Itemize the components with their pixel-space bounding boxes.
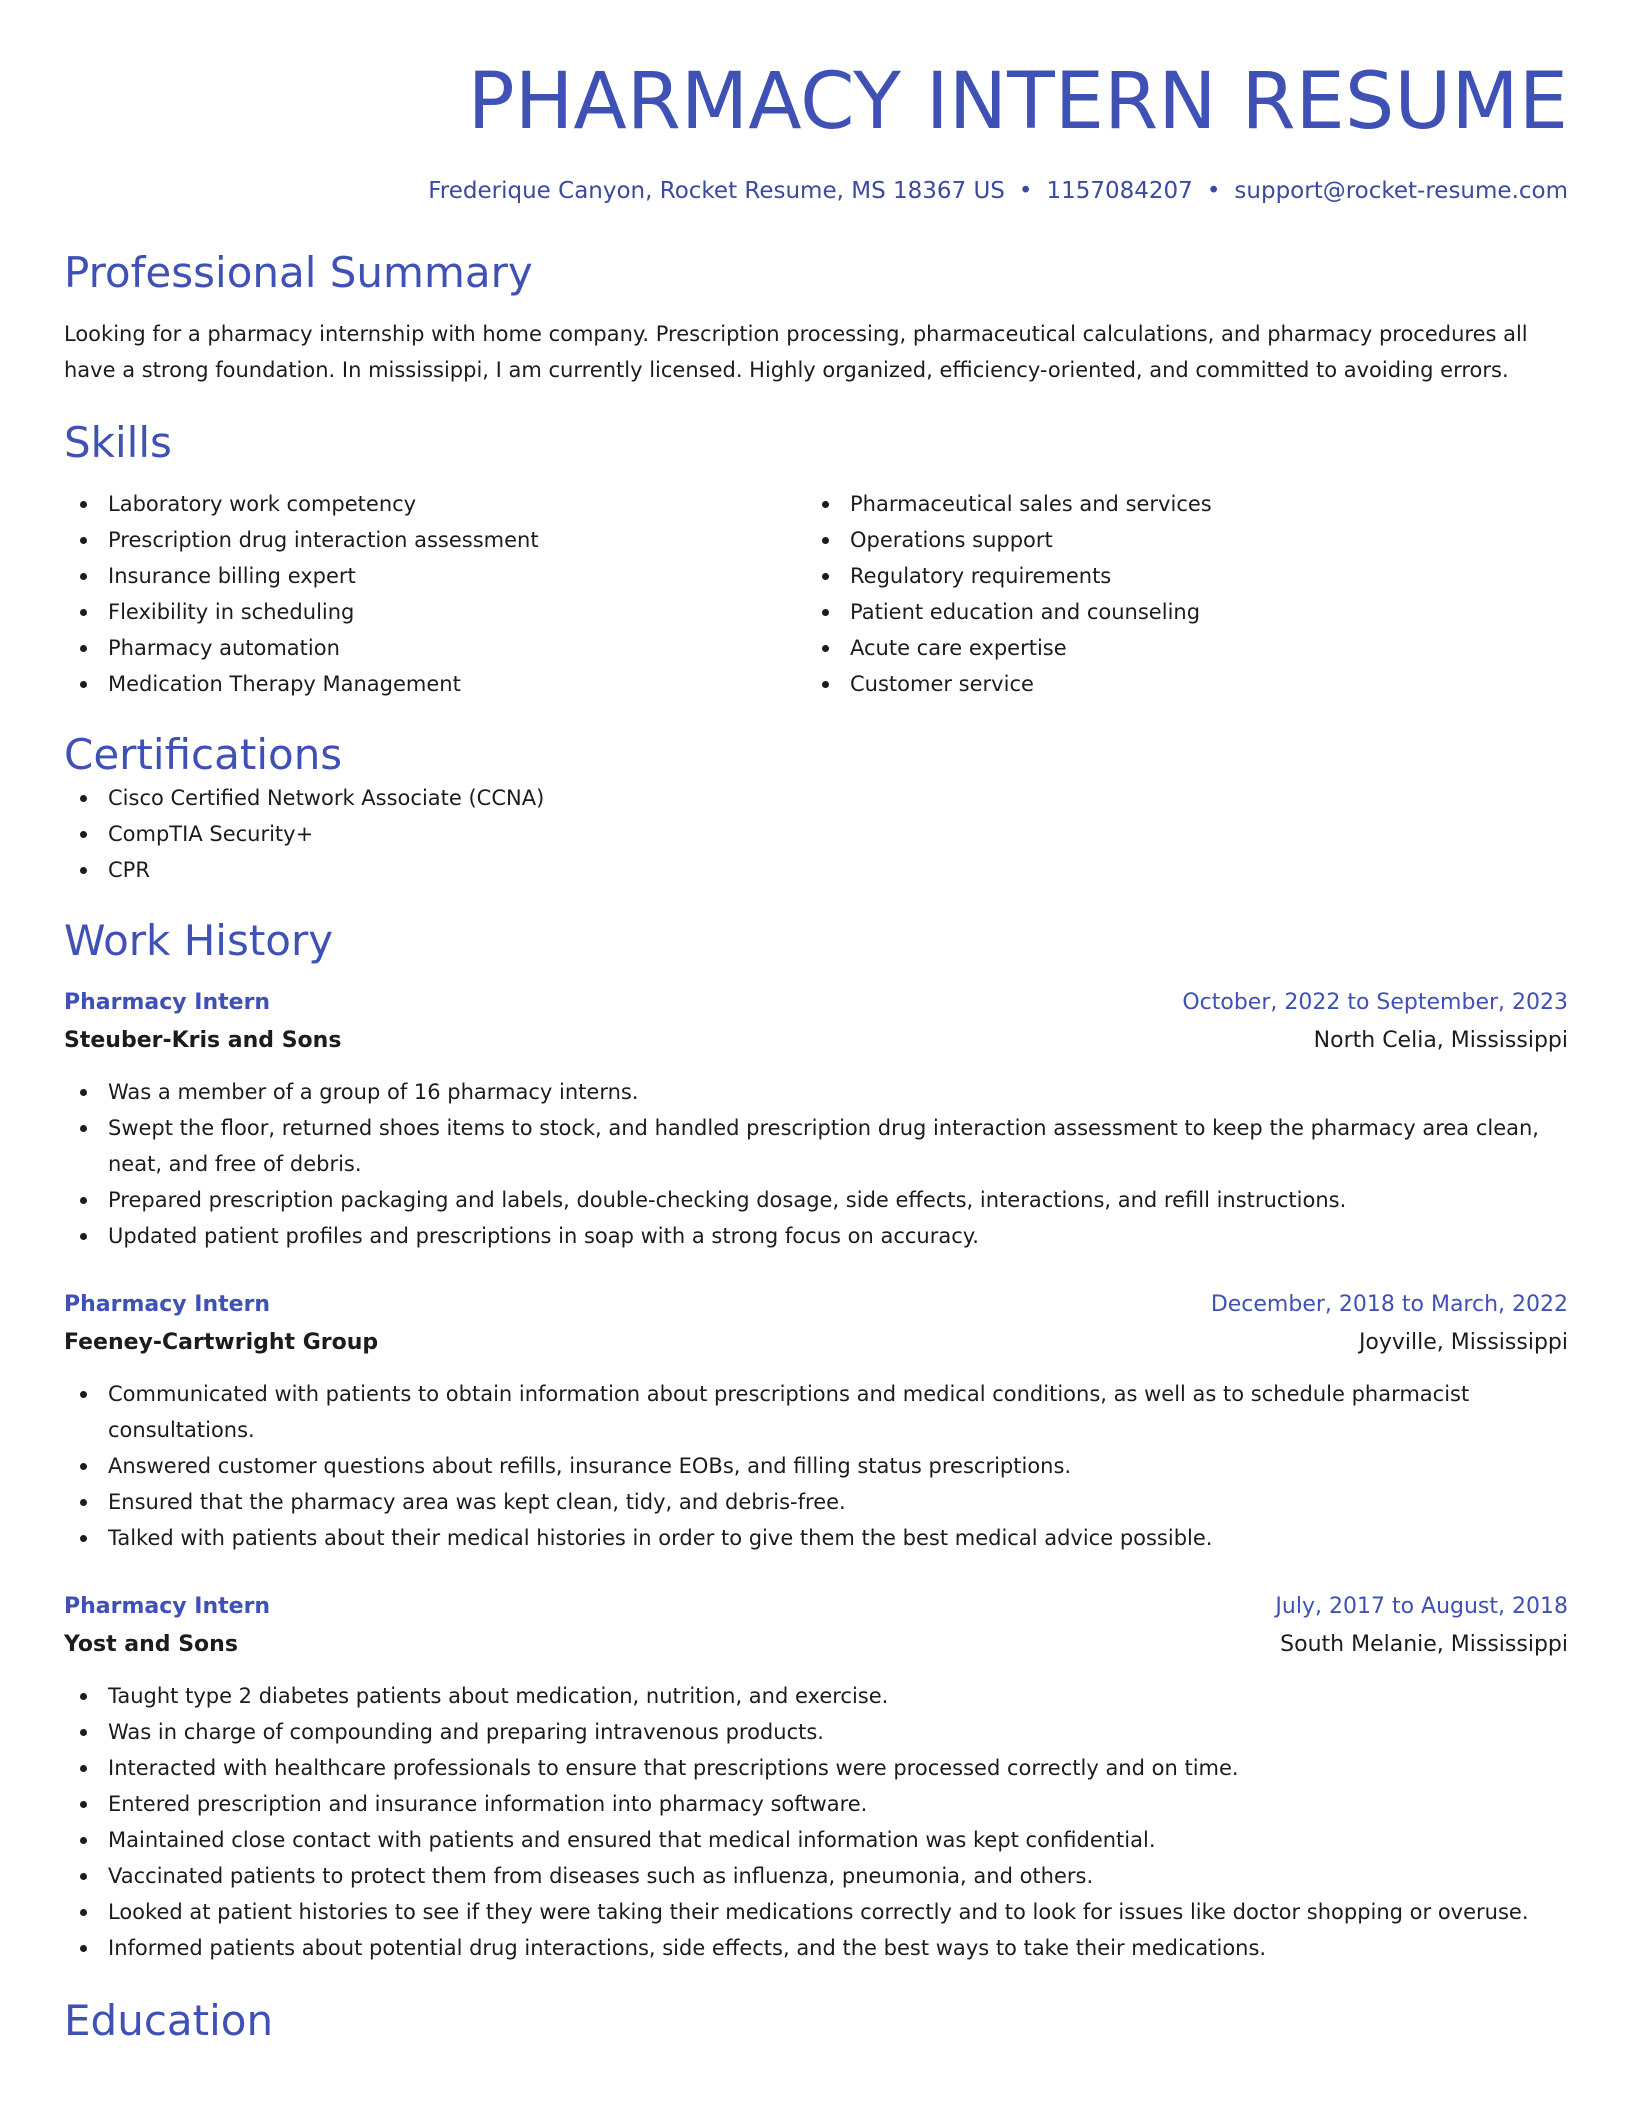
job-bullet: Vaccinated patients to protect them from diseases such as influenza, pneumonia, and others. bbox=[64, 1858, 1568, 1894]
skill-item: Patient education and counseling bbox=[806, 594, 1548, 630]
job-header-row bbox=[64, 984, 1568, 1022]
certifications-list bbox=[64, 780, 1568, 888]
job-bullets bbox=[64, 1074, 1568, 1254]
job-location: South Melanie, Mississippi bbox=[1280, 1632, 1568, 1657]
skills-heading: Skills bbox=[64, 418, 172, 467]
skill-item: Pharmacy automation bbox=[64, 630, 806, 666]
contact-separator: • bbox=[1018, 178, 1033, 204]
job-company-row bbox=[64, 1324, 1568, 1362]
certification-item: CompTIA Security+ bbox=[64, 816, 1568, 852]
job-company: Yost and Sons bbox=[64, 1632, 238, 1657]
job-entry bbox=[64, 984, 1568, 1254]
job-company: Steuber-Kris and Sons bbox=[64, 1028, 342, 1053]
contact-phone: 1157084207 bbox=[1046, 178, 1193, 204]
job-bullet: Entered prescription and insurance information into pharmacy software. bbox=[64, 1786, 1568, 1822]
skill-item: Medication Therapy Management bbox=[64, 666, 806, 702]
job-bullet: Swept the floor, returned shoes items to stock, and handled prescription drug interaction assessment to keep the pharmacy area clean, neat, and free of debris. bbox=[64, 1110, 1568, 1182]
job-bullet: Updated patient profiles and prescriptions in soap with a strong focus on accuracy. bbox=[64, 1218, 1568, 1254]
job-company-row bbox=[64, 1626, 1568, 1664]
skill-item: Flexibility in scheduling bbox=[64, 594, 806, 630]
summary-text: Looking for a pharmacy internship with home company. Prescription processing, pharmaceutical calculations, and pharmacy procedures all have a strong foundation. In mississippi, I am currently licensed. Highly organized, efficiency-oriented, and committed to avoiding errors. bbox=[64, 322, 1528, 382]
job-company-row bbox=[64, 1022, 1568, 1060]
education-heading: Education bbox=[64, 1996, 274, 2045]
skill-item: Regulatory requirements bbox=[806, 558, 1548, 594]
job-bullet: Was a member of a group of 16 pharmacy interns. bbox=[64, 1074, 1568, 1110]
job-dates: October, 2022 to September, 2023 bbox=[1182, 990, 1568, 1015]
job-header-row bbox=[64, 1286, 1568, 1324]
job-header-row bbox=[64, 1588, 1568, 1626]
skill-item: Customer service bbox=[806, 666, 1548, 702]
summary-heading: Professional Summary bbox=[64, 248, 533, 297]
certification-item: Cisco Certified Network Associate (CCNA) bbox=[64, 780, 1568, 816]
job-bullet: Answered customer questions about refills, insurance EOBs, and filling status prescriptions. bbox=[64, 1448, 1568, 1484]
job-location: North Celia, Mississippi bbox=[1313, 1028, 1568, 1053]
job-bullet: Informed patients about potential drug interactions, side effects, and the best ways to take their medications. bbox=[64, 1930, 1568, 1966]
skills-grid bbox=[64, 486, 1568, 702]
work-history-heading: Work History bbox=[64, 916, 334, 965]
skill-item: Operations support bbox=[806, 522, 1548, 558]
skills-list-right bbox=[806, 486, 1548, 702]
job-title: Pharmacy Intern bbox=[64, 1292, 271, 1317]
job-entry bbox=[64, 1588, 1568, 1966]
skill-item: Acute care expertise bbox=[806, 630, 1548, 666]
skill-item: Pharmaceutical sales and services bbox=[806, 486, 1548, 522]
job-bullet: Communicated with patients to obtain information about prescriptions and medical conditions, as well as to schedule pharmacist consultations. bbox=[64, 1376, 1568, 1448]
resume-page bbox=[64, 0, 1568, 2046]
job-company: Feeney-Cartwright Group bbox=[64, 1330, 379, 1355]
job-bullet: Prepared prescription packaging and labels, double-checking dosage, side effects, interactions, and refill instructions. bbox=[64, 1182, 1568, 1218]
contact-email[interactable]: support@rocket-resume.com bbox=[1234, 178, 1568, 204]
resume-header bbox=[64, 57, 1568, 206]
job-title: Pharmacy Intern bbox=[64, 990, 271, 1015]
contact-separator: • bbox=[1206, 178, 1221, 204]
certification-item: CPR bbox=[64, 852, 1568, 888]
job-bullet: Taught type 2 diabetes patients about medication, nutrition, and exercise. bbox=[64, 1678, 1568, 1714]
contact-address: Frederique Canyon, Rocket Resume, MS 18367 US bbox=[428, 178, 1005, 204]
resume-title: PHARMACY INTERN RESUME bbox=[467, 57, 1568, 147]
job-location: Joyville, Mississippi bbox=[1358, 1330, 1568, 1355]
job-bullet: Was in charge of compounding and preparing intravenous products. bbox=[64, 1714, 1568, 1750]
job-entry bbox=[64, 1286, 1568, 1556]
job-dates: December, 2018 to March, 2022 bbox=[1210, 1292, 1568, 1317]
job-bullets bbox=[64, 1678, 1568, 1966]
job-bullet: Ensured that the pharmacy area was kept clean, tidy, and debris-free. bbox=[64, 1484, 1568, 1520]
skills-list-left bbox=[64, 486, 806, 702]
skill-item: Laboratory work competency bbox=[64, 486, 806, 522]
job-bullet: Maintained close contact with patients and ensured that medical information was kept confidential. bbox=[64, 1822, 1568, 1858]
skill-item: Insurance billing expert bbox=[64, 558, 806, 594]
certifications-heading: Certifications bbox=[64, 730, 343, 779]
job-bullet: Interacted with healthcare professionals to ensure that prescriptions were processed correctly and on time. bbox=[64, 1750, 1568, 1786]
job-dates: July, 2017 to August, 2018 bbox=[1275, 1594, 1568, 1619]
job-bullet: Talked with patients about their medical histories in order to give them the best medical advice possible. bbox=[64, 1520, 1568, 1556]
job-bullet: Looked at patient histories to see if they were taking their medications correctly and to look for issues like doctor shopping or overuse. bbox=[64, 1894, 1568, 1930]
job-title: Pharmacy Intern bbox=[64, 1594, 271, 1619]
job-bullets bbox=[64, 1376, 1568, 1556]
skill-item: Prescription drug interaction assessment bbox=[64, 522, 806, 558]
contact-line bbox=[64, 176, 1568, 206]
